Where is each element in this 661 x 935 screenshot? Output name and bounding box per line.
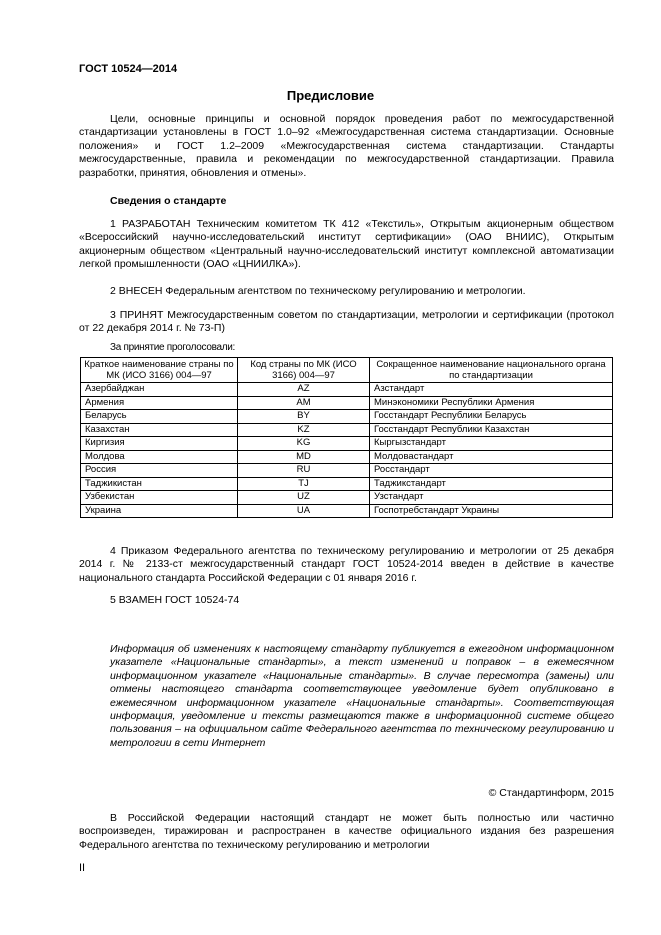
country-cell: Азербайджан [81, 383, 238, 397]
country-cell: Таджикистан [81, 477, 238, 491]
page-title: Предисловие [286, 88, 375, 103]
country-cell: Киргизия [81, 437, 238, 451]
country-cell: Беларусь [81, 410, 238, 424]
table-row [81, 450, 613, 464]
item-2-paragraph: 2 ВНЕСЕН Федеральным агентством по техническому регулированию и метрологии. [110, 285, 526, 297]
body-cell: Узстандарт [370, 491, 613, 505]
country-cell: Казахстан [81, 423, 238, 437]
table-row [81, 477, 613, 491]
legal-notice-paragraph: В Российской Федерации настоящий стандарт не может быть полностью или частично воспроизведен, тиражирован и распространен в качестве официального издания без разрешения Федерального агентства по техническому регулированию и метрологии [79, 812, 614, 851]
code-cell: RU [238, 464, 370, 478]
item-1-paragraph: 1 РАЗРАБОТАН Техническим комитетом ТК 412 «Текстиль», Открытым акционерным обществом «Всероссийский научно-исследовательский институт сертификации» (ОАО ВНИИС), Открытым акционерным обществом «Центральный научно-исследовательский институт комплексной автоматизации легкой промышленности (ОАО «ЦНИИЛКА»). [79, 218, 614, 271]
table-caption: За принятие проголосовали: [110, 342, 236, 353]
table-row [81, 464, 613, 478]
item-4-paragraph: 4 Приказом Федерального агентства по техническому регулированию и метрологии от 25 декабря 2014 г. № 2133-ст межгосударственный стандарт ГОСТ 10524-2014 введен в действие в качестве национального стандарта Российской Федерации с 01 января 2016 г. [79, 545, 614, 584]
body-cell: Кыргызстандарт [370, 437, 613, 451]
code-cell: MD [238, 450, 370, 464]
table-header-country: Краткое наименование страны по МК (ИСО 3166) 004—97 [81, 358, 238, 383]
item-5-paragraph: 5 ВЗАМЕН ГОСТ 10524-74 [110, 594, 240, 606]
table-row [81, 504, 613, 518]
change-information-notice: Информация об изменениях к настоящему стандарту публикуется в ежегодном информационном указателе «Национальные стандарты», а текст изменений и поправок – в ежемесячном информационном указателе «Национальные стандарты». В случае пересмотра (замены) или отмены настоящего стандарта соответствующее уведомление будет опубликовано в ежемесячном информационном указателе «Национальные стандарты». Соответствующая информация, уведомление и тексты размещаются также в информационной системе общего пользования – на официальном сайте Федерального агентства по техническому регулированию и метрологии в сети Интернет [110, 643, 614, 749]
table-row [81, 491, 613, 505]
body-cell: Госстандарт Республики Казахстан [370, 423, 613, 437]
country-cell: Армения [81, 396, 238, 410]
country-cell: Молдова [81, 450, 238, 464]
code-cell: UZ [238, 491, 370, 505]
table-row [81, 410, 613, 424]
country-cell: Узбекистан [81, 491, 238, 505]
section-heading: Сведения о стандарте [110, 195, 227, 207]
code-cell: KG [238, 437, 370, 451]
body-cell: Таджикстандарт [370, 477, 613, 491]
table-row [81, 437, 613, 451]
body-cell: Азстандарт [370, 383, 613, 397]
body-cell: Минэкономики Республики Армения [370, 396, 613, 410]
body-cell: Госпотребстандарт Украины [370, 504, 613, 518]
table-row [81, 383, 613, 397]
body-cell: Госстандарт Республики Беларусь [370, 410, 613, 424]
body-cell: Росстандарт [370, 464, 613, 478]
code-cell: UA [238, 504, 370, 518]
country-cell: Украина [81, 504, 238, 518]
code-cell: TJ [238, 477, 370, 491]
code-cell: BY [238, 410, 370, 424]
page-number: II [79, 862, 86, 874]
document-code-header: ГОСТ 10524—2014 [79, 63, 178, 75]
copyright-notice: © Стандартинформ, 2015 [488, 787, 614, 799]
code-cell: KZ [238, 423, 370, 437]
table-header-code: Код страны по МК (ИСО 3166) 004—97 [238, 358, 370, 383]
body-cell: Молдовастандарт [370, 450, 613, 464]
country-cell: Россия [81, 464, 238, 478]
table-row [81, 423, 613, 437]
code-cell: AM [238, 396, 370, 410]
item-3-paragraph: 3 ПРИНЯТ Межгосударственным советом по стандартизации, метрологии и сертификации (протокол от 22 декабря 2014 г. № 73-П) [79, 309, 614, 335]
table-header-body: Сокращенное наименование национального органа по стандартизации [370, 358, 613, 383]
table-row [81, 396, 613, 410]
code-cell: AZ [238, 383, 370, 397]
voting-table [80, 357, 613, 518]
table-header-row [81, 358, 613, 383]
intro-paragraph: Цели, основные принципы и основной порядок проведения работ по межгосударственной стандартизации установлены в ГОСТ 1.0–92 «Межгосударственная система стандартизации. Основные положения» и ГОСТ 1.2–2009 «Межгосударственная система стандартизации. Стандарты межгосударственные, правила и рекомендации по межгосударственной стандартизации. Правила разработки, принятия, обновления и отмены». [79, 113, 614, 179]
